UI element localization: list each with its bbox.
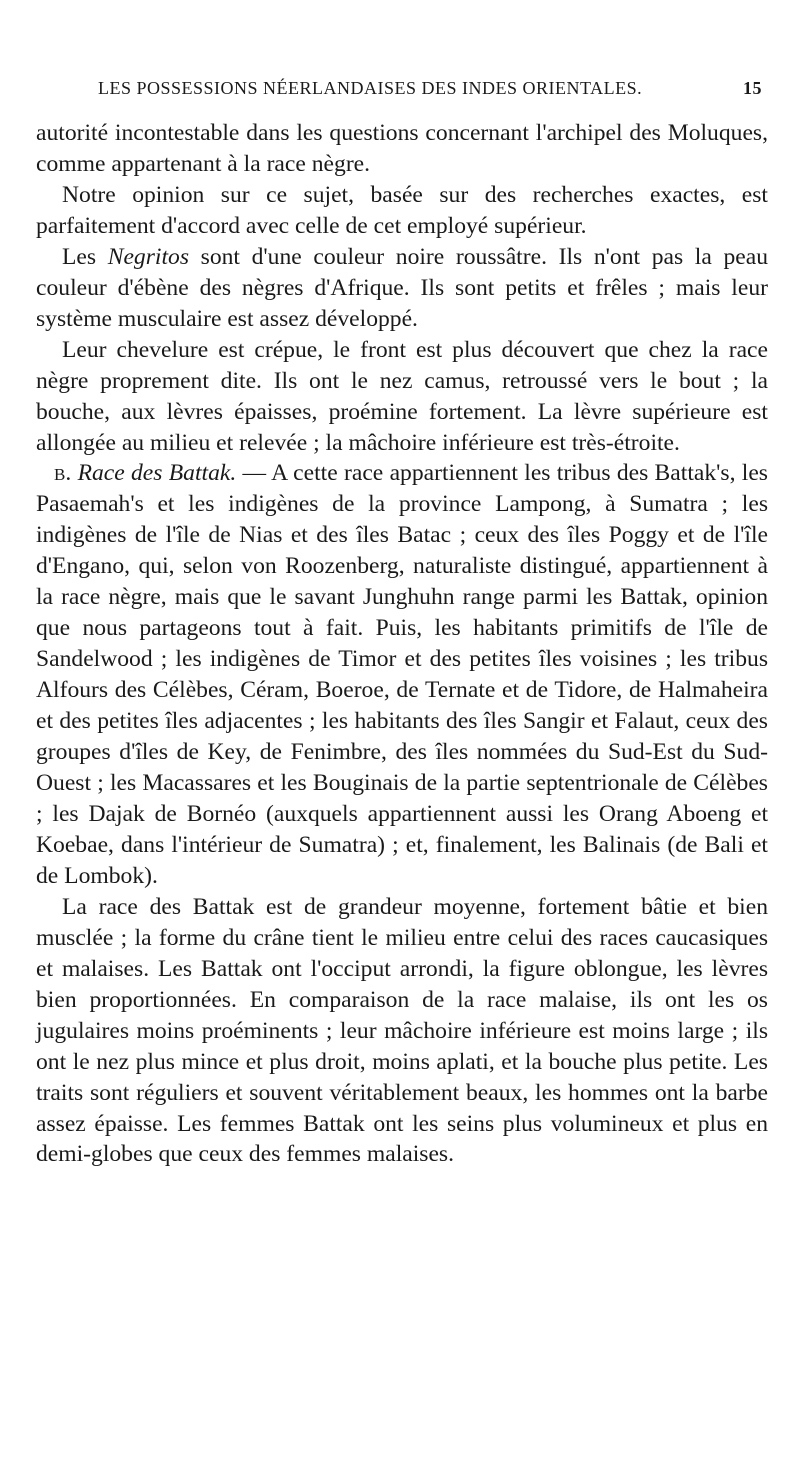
running-title: LES POSSESSIONS NÉERLANDAISES DES INDES ORIENTALES.	[98, 78, 643, 98]
running-head	[98, 78, 762, 108]
section-letter: b.	[54, 460, 72, 487]
negritos-term: Negritos	[107, 243, 189, 270]
section-race-battak	[36, 458, 768, 891]
paragraph-continuation: autorité incontestable dans les questions concernant l'archipel des Moluques, comme appartenant à la race nègre.	[36, 120, 768, 177]
page-number: 15	[743, 78, 762, 98]
section-title: Race des Battak.	[77, 460, 237, 487]
negritos-lead: Les	[62, 243, 108, 270]
paragraph-battak-description: La race des Battak est de grandeur moyenne, fortement bâtie et bien musclée ; la forme du crâne tient le milieu entre celui des races caucasiques et malaises. Les Battak ont l'occiput arrondi, la figure oblongue, les lèvres bien proportionnées. En comparaison de la race malaise, ils ont les os jugulaires moins proéminents ; leur mâchoire inférieure est moins large ; ils ont le nez plus mince et plus droit, moins aplati, et la bouche plus petite. Les traits sont réguliers et souvent véritablement beaux, les hommes ont la barbe assez épaisse. Les femmes Battak ont les seins plus volumineux et plus en demi-globes que ceux des femmes malaises.	[36, 893, 768, 1168]
body-text	[36, 118, 768, 1170]
paragraph-chevelure: Leur chevelure est crépue, le front est plus découvert que chez la race nègre proprement dite. Ils ont le nez camus, retroussé vers le bout ; la bouche, aux lèvres épaisses, proémine fortement. La lèvre supérieure est allongée au milieu et relevée ; la mâchoire inférieure est très-étroite.	[36, 336, 768, 456]
paragraph-negritos	[36, 242, 768, 335]
section-text: — A cette race appartiennent les tribus des Battak's, les Pasaemah's et les indigènes de la province Lampong, à Sumatra ; les indigènes de l'île de Nias et des îles Batac ; ceux des îles Poggy et de l'île d'Engano, qui, selon von Roozenberg, naturaliste distingué, appartiennent à la race nègre, mais que le savant Junghuhn range parmi les Battak, opinion que nous partageons tout à fait. Puis, les habitants primitifs de l'île de Sandelwood ; les indigènes de Timor et des petites îles voisines ; les tribus Alfours des Célèbes, Céram, Boeroe, de Ternate et de Tidore, de Halmaheira et des petites îles adjacentes ; les habitants des îles Sangir et Falaut, ceux des groupes d'îles de Key, de Fenimbre, des îles nommées du Sud-Est du Sud-Ouest ; les Macassares et les Bouginais de la partie septentrionale de Célèbes ; les Dajak de Bornéo (auxquels appartiennent aussi les Orang Aboeng et Koebae, dans l'intérieur de Sumatra) ; et, finalement, les Balinais (de Bali et de Lombok).	[36, 460, 768, 889]
paragraph-opinion: Notre opinion sur ce sujet, basée sur des recherches exactes, est parfaitement d'accord avec celle de cet employé supérieur.	[36, 181, 768, 239]
negritos-text: sont d'une couleur noire roussâtre. Ils n'ont pas la peau couleur d'ébène des nègres d'Afrique. Ils sont petits et frêles ; mais leur système musculaire est assez développé.	[36, 243, 768, 332]
